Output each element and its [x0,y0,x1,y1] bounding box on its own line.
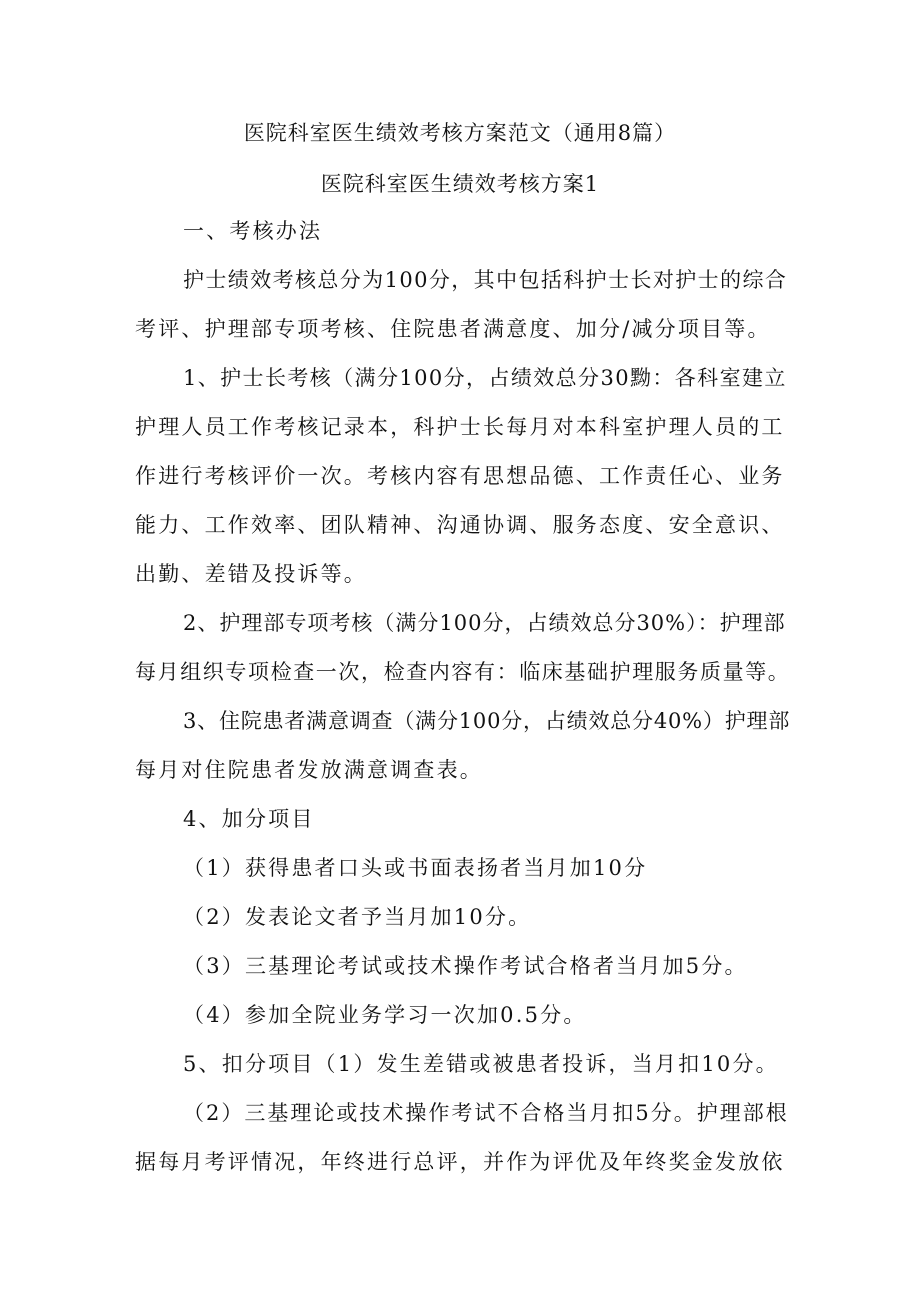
paragraph-line: 考评、护理部专项考核、住院患者满意度、加分/减分项目等。 [135,317,771,341]
paragraph-line: 1、护士长考核（满分100分，占绩效总分30黝：各科室建立 [183,366,787,390]
paragraph-line: 护理人员工作考核记录本，科护士长每月对本科室护理人员的工 [135,415,785,439]
paragraph-line: （2）三基理论或技术操作考试不合格当月扣5分。护理部根 [183,1101,789,1125]
list-item: （2）发表论文者予当月加10分。 [183,905,532,929]
paragraph-line: 5、扣分项目（1）发生差错或被患者投诉，当月扣10分。 [183,1052,779,1076]
paragraph-line: 2、护理部专项考核（满分100分，占绩效总分30%）：护理部 [183,611,786,635]
list-item: （3）三基理论考试或技术操作考试合格者当月加5分。 [183,954,748,978]
paragraph-line: 4、加分项目 [183,807,315,831]
paragraph-line: 出勤、差错及投诉等。 [135,562,367,586]
document-title: 医院科室医生绩效考核方案范文（通用8篇） [243,121,677,145]
paragraph-line: 3、住院患者满意调查（满分100分，占绩效总分40%）护理部 [183,709,791,733]
paragraph-line: 作进行考核评价一次。考核内容有思想品德、工作责任心、业务 [135,464,785,488]
paragraph-line: 每月组织专项检查一次，检查内容有：临床基础护理服务质量等。 [135,660,791,684]
list-item: （1）获得患者口头或书面表扬者当月加10分 [183,856,648,880]
paragraph-line: 据每月考评情况，年终进行总评，并作为评优及年终奖金发放依 [135,1150,785,1174]
section-heading: 一、考核办法 [183,219,323,243]
paragraph-line: 每月对住院患者发放满意调查表。 [135,758,483,782]
paragraph-line: 能力、工作效率、团队精神、沟通协调、服务态度、安全意识、 [135,513,785,537]
list-item: （4）参加全院业务学习一次加0.5分。 [183,1003,587,1027]
document-subtitle: 医院科室医生绩效考核方案1 [320,172,600,196]
paragraph-line: 护士绩效考核总分为100分，其中包括科护士长对护士的综合 [183,268,788,292]
